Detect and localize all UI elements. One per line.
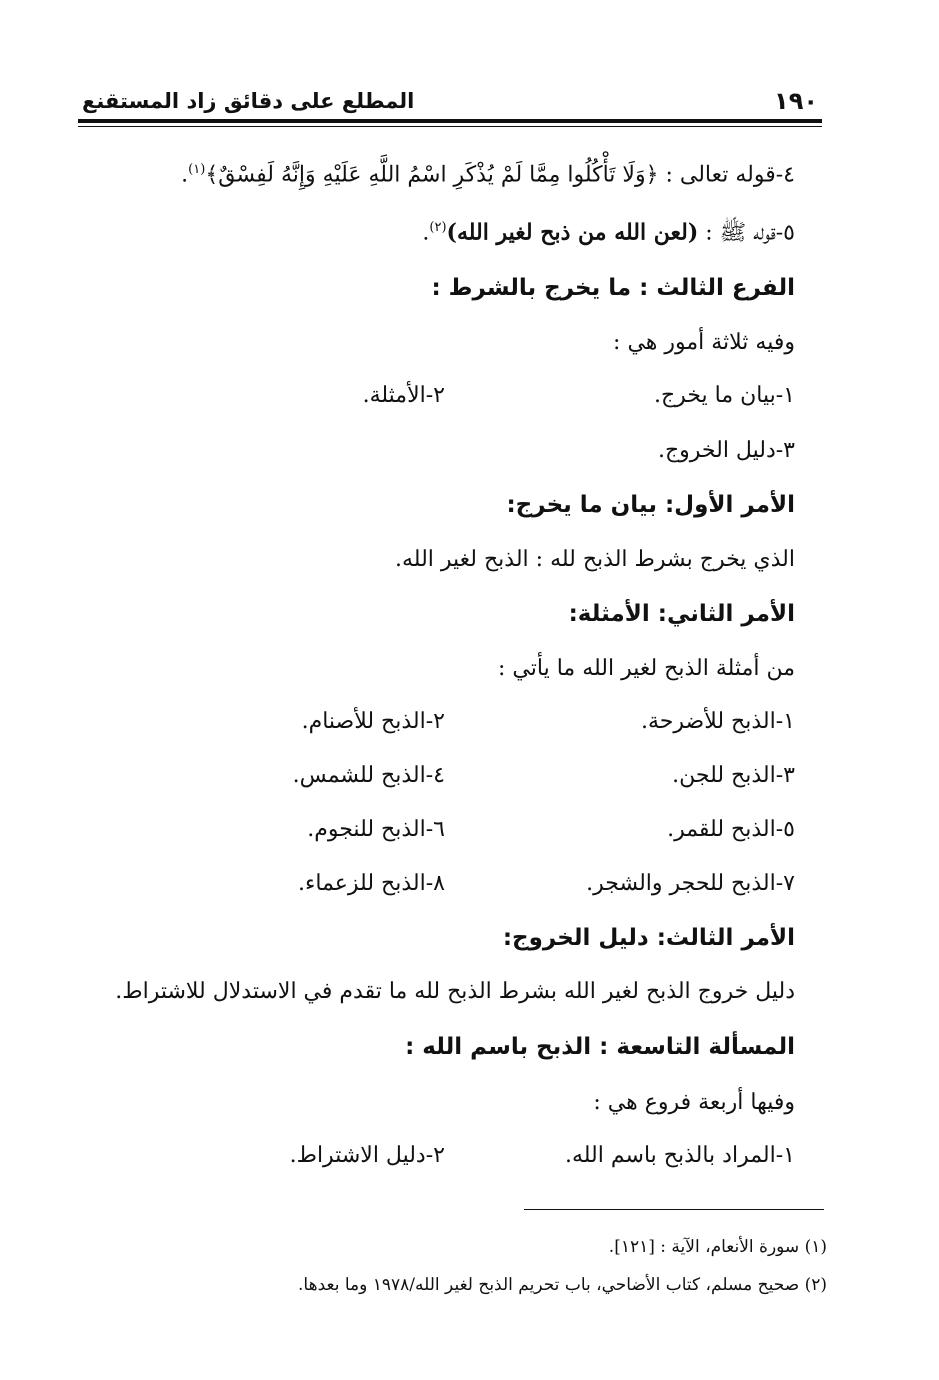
list-item: ٣-دليل الخروج. bbox=[657, 438, 795, 463]
heading-matter-3: الأمر الثالث: دليل الخروج: bbox=[502, 925, 795, 951]
example-item: ٥-الذبح للقمر. bbox=[667, 817, 795, 842]
list-row bbox=[235, 1136, 795, 1176]
text-matter-3: دليل خروج الذبح لغير الله بشرط الذبح لله ما تقدم في الاستدلال للاشتراط. bbox=[115, 979, 795, 1004]
example-item: ٢-الذبح للأصنام. bbox=[301, 709, 445, 734]
book-title: المطلع على دقائق زاد المستقنع bbox=[82, 89, 415, 113]
footnote-ref-2[interactable]: (٢) bbox=[429, 220, 447, 235]
footnote-2: (٢) صحيح مسلم، كتاب الأضاحي، باب تحريم الذبح لغير الله/١٩٧٨ وما بعدها. bbox=[298, 1275, 827, 1295]
footnote-ref-1[interactable]: (١) bbox=[188, 162, 206, 177]
example-item: ٦-الذبح للنجوم. bbox=[307, 817, 445, 842]
intro-matter-2: من أمثلة الذبح لغير الله ما يأتي : bbox=[498, 656, 795, 681]
example-item: ١-الذبح للأضرحة. bbox=[641, 709, 795, 734]
list-item: ٢-الأمثلة. bbox=[362, 383, 445, 408]
list-row bbox=[235, 376, 795, 416]
footnote-separator bbox=[524, 1209, 824, 1210]
heading-issue-9: المسألة التاسعة : الذبح باسم الله : bbox=[405, 1034, 795, 1060]
examples-row bbox=[235, 864, 795, 904]
list-item: ١-المراد بالذبح باسم الله. bbox=[564, 1143, 795, 1168]
list-row bbox=[235, 431, 795, 471]
footnote-1: (١) سورة الأنعام، الآية : [١٢١]. bbox=[608, 1237, 827, 1257]
examples-row bbox=[235, 810, 795, 850]
examples-row bbox=[235, 756, 795, 796]
list-item: ١-بيان ما يخرج. bbox=[653, 383, 795, 408]
evidence-line-5: ٥-قوله ﷺ : (لعن الله من ذبح لغير الله)$^{(٢)}$. bbox=[422, 219, 795, 246]
page-number: ١٩٠ bbox=[774, 87, 818, 115]
examples-row bbox=[235, 702, 795, 742]
heading-matter-2: الأمر الثاني: الأمثلة: bbox=[568, 601, 795, 627]
header-rule-thin bbox=[78, 126, 822, 127]
example-item: ٧-الذبح للحجر والشجر. bbox=[586, 871, 795, 896]
hadith-quote: (لعن الله من ذبح لغير الله) bbox=[446, 219, 699, 246]
heading-branch-3: الفرع الثالث : ما يخرج بالشرط : bbox=[431, 275, 795, 301]
running-header bbox=[82, 84, 818, 118]
evidence-5-prefix: ٥-قوله ﷺ : bbox=[698, 220, 795, 246]
heading-matter-1: الأمر الأول: بيان ما يخرج: bbox=[506, 492, 795, 518]
example-item: ٤-الذبح للشمس. bbox=[292, 763, 445, 788]
example-item: ٣-الذبح للجن. bbox=[672, 763, 795, 788]
header-rule-thick bbox=[78, 119, 822, 123]
quran-quote: ﴿وَلَا تَأْكُلُوا مِمَّا لَمْ يُذْكَرِ اسْمُ اللَّهِ عَلَيْهِ وَإِنَّهُ لَفِسْقٌ﴾ bbox=[205, 162, 659, 188]
list-item: ٢-دليل الاشتراط. bbox=[289, 1143, 445, 1168]
intro-branch-3: وفيه ثلاثة أمور هي : bbox=[613, 330, 795, 355]
evidence-line-4: ٤-قوله تعالى : ﴿وَلَا تَأْكُلُوا مِمَّا لَمْ يُذْكَرِ اسْمُ اللَّهِ عَلَيْهِ وَإِنَّهُ لَفِسْقٌ﴾$^{(١)}$. bbox=[181, 162, 795, 188]
intro-issue-9: وفيها أربعة فروع هي : bbox=[593, 1090, 795, 1115]
example-item: ٨-الذبح للزعماء. bbox=[298, 871, 445, 896]
evidence-4-prefix: ٤-قوله تعالى : bbox=[658, 162, 795, 188]
text-matter-1: الذي يخرج بشرط الذبح لله : الذبح لغير الله. bbox=[395, 547, 795, 572]
